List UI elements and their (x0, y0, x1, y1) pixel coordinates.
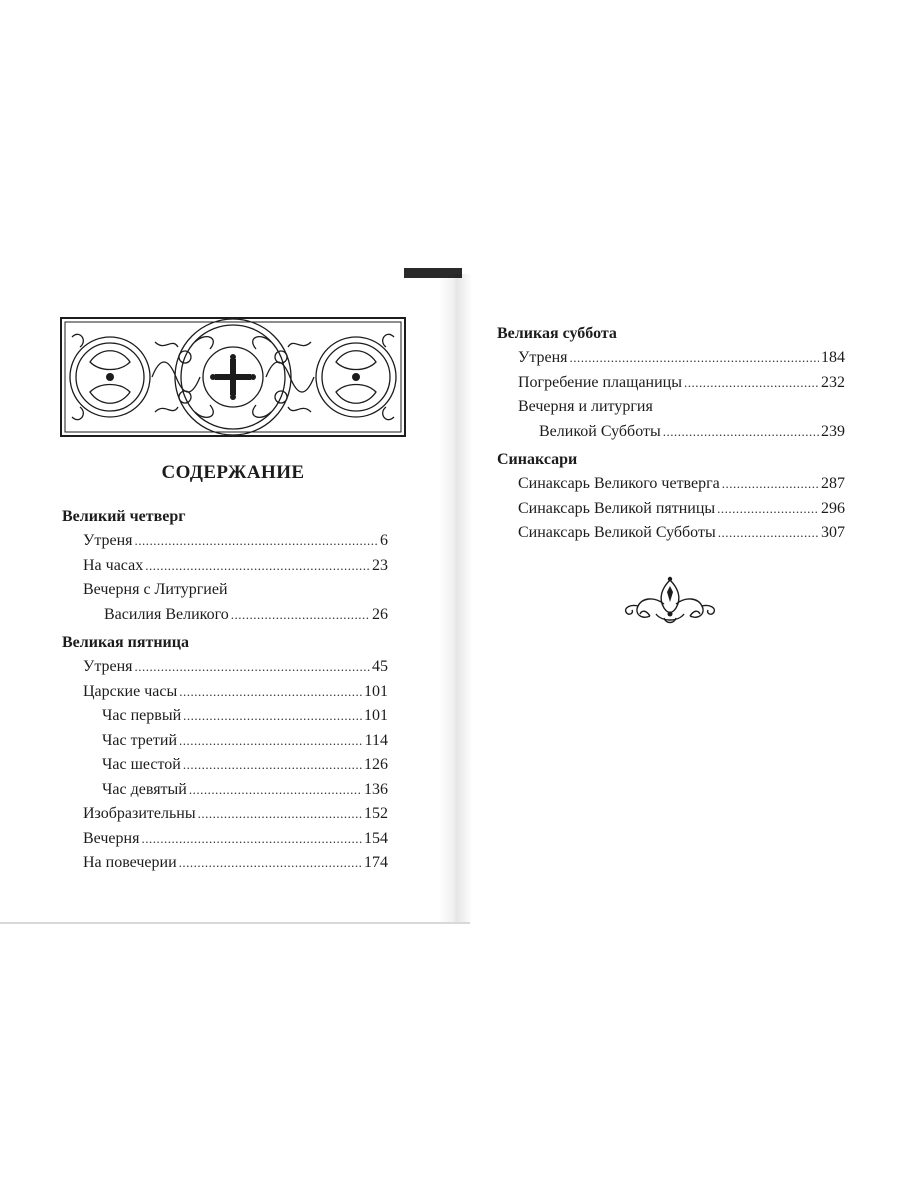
page-number: 296 (821, 499, 845, 517)
entry-label: Утреня (83, 532, 133, 549)
dot-leader (183, 753, 362, 778)
dot-leader (570, 346, 819, 371)
entry-label: Час первый (102, 707, 182, 724)
entry-label: Царские часы (83, 682, 178, 700)
page-number: 307 (821, 524, 845, 541)
page-bottom-edge (0, 922, 470, 924)
entry-label: Час девятый (102, 780, 187, 798)
entry-label: Час третий (102, 731, 178, 749)
toc-left-column (62, 505, 388, 876)
toc-entry[interactable] (497, 472, 845, 497)
page-number: 26 (372, 605, 388, 623)
dot-leader (231, 603, 370, 628)
entry-label: Великой Субботы (539, 422, 661, 440)
floral-tailpiece-ornament (620, 574, 720, 626)
dot-leader (722, 472, 819, 497)
dot-leader (179, 680, 362, 705)
toc-entry[interactable] (62, 778, 388, 803)
page-number: 114 (364, 731, 388, 749)
toc-entry[interactable] (62, 802, 388, 827)
entry-label: На часах (83, 556, 144, 574)
page-number: 239 (821, 422, 845, 440)
toc-entry[interactable] (497, 521, 845, 546)
page-number: 136 (364, 780, 388, 798)
page-number: 152 (364, 805, 388, 822)
dot-leader (179, 729, 363, 754)
dot-leader (183, 704, 362, 729)
entry-label: Погребение плащаницы (518, 373, 682, 391)
toc-entry[interactable] (497, 371, 845, 396)
toc-entry[interactable] (497, 420, 845, 445)
toc-entry[interactable] (62, 680, 388, 705)
page-number: 6 (380, 532, 388, 549)
page-number: 101 (364, 707, 388, 724)
page-number: 23 (372, 556, 388, 574)
section-heading: Великая пятница (62, 634, 189, 651)
entry-label: Утреня (83, 658, 133, 675)
page-number: 232 (821, 373, 845, 391)
toc-entry[interactable] (62, 655, 388, 680)
dot-leader (135, 529, 378, 554)
page-title: СОДЕРЖАНИЕ (161, 462, 305, 483)
toc-entry[interactable] (62, 753, 388, 778)
entry-label: Утреня (518, 349, 568, 366)
toc-entry[interactable] (62, 603, 388, 628)
entry-label-line1: Вечерня и литургия (518, 398, 653, 415)
entry-label: Изобразительны (83, 805, 196, 822)
page-number: 184 (821, 349, 845, 366)
entry-label-line1: Вечерня с Литургией (83, 581, 228, 598)
dot-leader (198, 802, 362, 827)
page-number: 45 (372, 658, 388, 675)
page-number: 154 (364, 829, 388, 847)
page-number: 126 (364, 756, 388, 773)
toc-entry[interactable] (62, 554, 388, 579)
toc-entry[interactable] (62, 851, 388, 876)
entry-label: Вечерня (83, 829, 140, 847)
dot-leader (717, 497, 819, 522)
toc-right-column (497, 322, 845, 546)
dot-leader (684, 371, 819, 396)
dot-leader (718, 521, 819, 546)
dot-leader (145, 554, 370, 579)
toc-entry[interactable] (497, 497, 845, 522)
toc-entry[interactable] (62, 827, 388, 852)
entry-label: На повечерии (83, 854, 177, 871)
section-heading: Великий четверг (62, 508, 186, 525)
toc-entry[interactable] (497, 346, 845, 371)
section-heading: Синаксари (497, 451, 578, 468)
dot-leader (663, 420, 819, 445)
cross-vine-headpiece-ornament (60, 317, 406, 437)
dot-leader (179, 851, 362, 876)
toc-entry[interactable] (62, 529, 388, 554)
toc-entry[interactable] (62, 704, 388, 729)
dot-leader (135, 655, 370, 680)
entry-label: Синаксарь Великой пятницы (518, 499, 716, 517)
section-heading: Великая суббота (497, 325, 617, 342)
dot-leader (189, 778, 362, 803)
page-number: 174 (364, 854, 388, 871)
entry-label: Синаксарь Великой Субботы (518, 524, 716, 541)
toc-entry[interactable] (62, 729, 388, 754)
entry-label: Час шестой (102, 756, 181, 773)
page-number: 287 (821, 475, 845, 492)
entry-label: Василия Великого (104, 605, 229, 623)
page-number: 101 (364, 682, 388, 700)
gutter-shadow (438, 274, 472, 924)
entry-label: Синаксарь Великого четверга (518, 475, 720, 492)
dot-leader (141, 827, 362, 852)
